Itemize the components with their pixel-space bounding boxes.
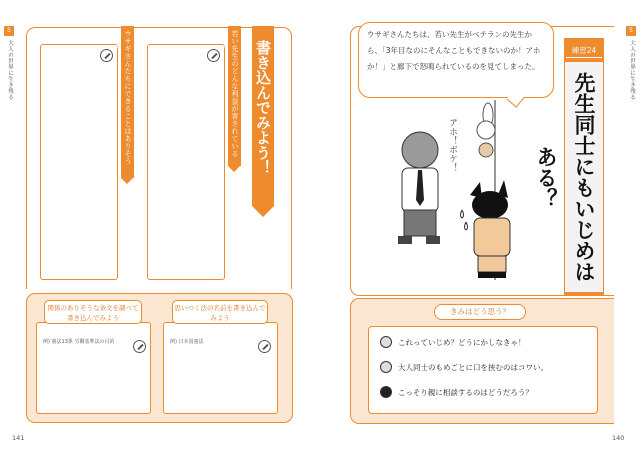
sweat-drop [461,210,464,218]
scene-illustration [380,100,550,280]
left-chapter-badge: 5 [4,26,14,36]
right-chapter-label: 大人の世界に生き残る [629,40,635,100]
answer-text-1: これっていじめ？どうにかしなきゃ！ [398,337,526,347]
law-name-example: 例) 日本国憲法 [170,339,204,345]
young-teacher-figure [470,180,510,278]
question-label: きみはどう思う？ [434,304,526,320]
answer-option-1[interactable] [380,336,526,348]
law-name-title: 思いつく法の名前を書き込んでみよう [172,300,268,324]
law-article-title: 関係のありそうな条文を調べて書き込んでみよう [44,300,142,324]
answer-panel-1[interactable] [40,44,118,280]
page-number-right: 140 [612,434,625,442]
rabbit-head-2 [479,143,493,157]
law-article-box[interactable] [36,322,151,414]
write-heading: 書き込んでみよう！ [252,26,274,206]
answer-panel-2[interactable] [147,44,225,280]
veteran-teacher-figure [398,132,440,244]
cat-face-icon [380,386,392,398]
left-chapter-label: 大人の世界に生き残る [7,40,13,100]
answer-option-3[interactable] [380,386,533,398]
answer-option-2[interactable] [380,361,548,373]
answer-text-3: こっそり親に相談するのはどうだろう？ [398,387,533,397]
right-chapter-badge: 5 [626,26,636,36]
shout-text: アホ！ボケ！ [447,118,457,172]
prompt-tag-2: 若い先生のどんな利益が害されているかな？ [228,26,241,166]
sweat-drop [465,222,468,230]
exercise-label: 練習24 [566,44,602,58]
rabbit-face-icon [380,361,392,373]
rabbit-head [477,121,495,139]
pencil-icon [258,340,271,353]
page-title: 先生同士にもいじめはある？ [565,62,603,292]
pencil-icon [133,340,146,353]
bulldog-face-icon [380,336,392,348]
page-number-left: 141 [12,434,25,442]
scenario-speech-bubble: ウサギさんたちは、若い先生がベテランの先生から、「3年目なのにそんなこともできないのか！アホか！」と廊下で怒鳴られているのを見てしまった。 [358,22,554,98]
prompt-tag-1: ウサギさんたちにできることはありそうかな？ [121,26,134,178]
law-article-example: 例) 憲法13条 労働基準法の目的 [43,339,115,345]
answer-text-2: 大人同士のもめごとに口を挟むのはコワい。 [398,362,548,372]
law-name-box[interactable] [163,322,278,414]
